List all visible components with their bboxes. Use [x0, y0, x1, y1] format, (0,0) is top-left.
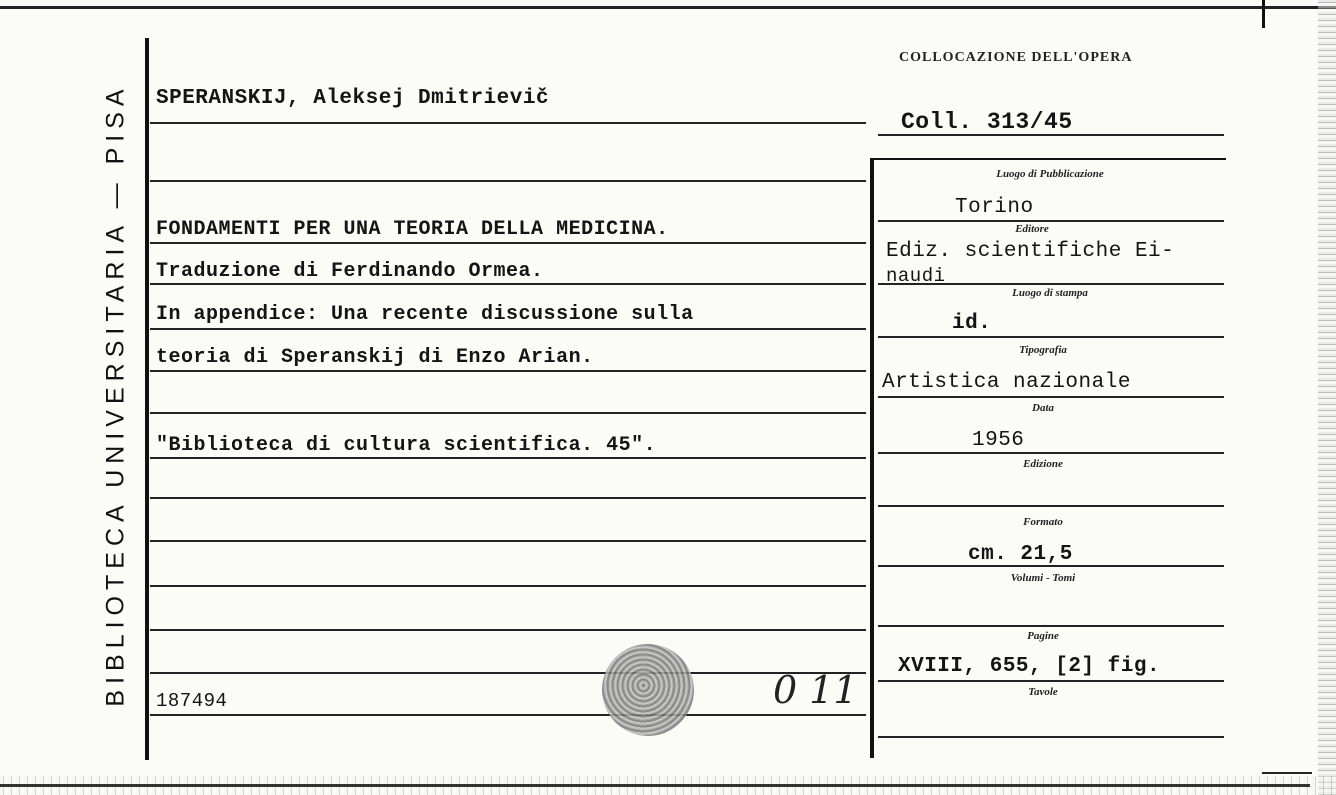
label-publisher: Editore — [1015, 223, 1049, 235]
library-stamp — [602, 644, 694, 736]
library-side-text: BIBLIOTECA UNIVERSITARIA — PISA — [101, 83, 130, 707]
title-line-3: In appendice: Una recente discussione sulla — [156, 303, 694, 326]
right-corner-mark — [1262, 0, 1265, 28]
right-rule-4 — [878, 396, 1224, 398]
series-statement: "Biblioteca di cultura scientifica. 45". — [156, 434, 657, 457]
left-rule-6 — [150, 370, 866, 372]
right-box-top — [870, 158, 1226, 160]
pages-value: XVIII, 655, [2] fig. — [898, 655, 1161, 678]
left-margin-rule — [145, 38, 149, 760]
author-heading: SPERANSKIJ, Aleksej Dmitrievič — [156, 87, 550, 110]
right-edge-scan-noise — [1318, 0, 1336, 795]
left-rule-4 — [150, 283, 866, 285]
left-rule-10 — [150, 540, 866, 542]
date-value: 1956 — [972, 429, 1025, 452]
title-line-1: FONDAMENTI PER UNA TEORIA DELLA MEDICINA. — [156, 218, 669, 241]
label-plates: Tavole — [1028, 686, 1058, 698]
right-rule-8 — [878, 625, 1224, 627]
label-print-place: Luogo di stampa — [1012, 287, 1088, 299]
title-line-2: Traduzione di Ferdinando Ormea. — [156, 260, 544, 283]
label-edition: Edizione — [1023, 458, 1063, 470]
right-rule-3 — [878, 336, 1224, 338]
format-value: cm. 21,5 — [968, 543, 1073, 566]
left-rule-2 — [150, 180, 866, 182]
left-rule-11 — [150, 585, 866, 587]
left-rule-13 — [150, 672, 866, 674]
inventory-number: 187494 — [156, 690, 228, 712]
left-rule-7 — [150, 412, 866, 414]
left-rule-1 — [150, 122, 866, 124]
label-pages: Pagine — [1027, 630, 1059, 642]
right-rule-9 — [878, 680, 1224, 682]
label-volumes: Volumi - Tomi — [1010, 572, 1076, 584]
left-rule-5 — [150, 328, 866, 330]
label-place: Luogo di Pubblicazione — [996, 168, 1104, 180]
corner-mark-bottom — [1262, 772, 1312, 774]
left-rule-3 — [150, 242, 866, 244]
publisher-line-2: naudi — [886, 265, 946, 287]
right-rule-6 — [878, 505, 1224, 507]
label-format: Formato — [1023, 516, 1063, 528]
label-printer: Tipografia — [1019, 344, 1067, 356]
bottom-border — [0, 784, 1310, 787]
right-rule-1 — [878, 220, 1224, 222]
print-place-value: id. — [952, 312, 992, 335]
left-rule-14 — [150, 714, 866, 716]
left-rule-12 — [150, 629, 866, 631]
center-divider-rule — [870, 158, 874, 758]
collocation-number: Coll. 313/45 — [901, 109, 1073, 135]
left-rule-8 — [150, 457, 866, 459]
top-border — [0, 6, 1336, 9]
collocation-header: COLLOCAZIONE DELL'OPERA — [899, 50, 1133, 65]
title-line-4: teoria di Speranskij di Enzo Arian. — [156, 346, 594, 369]
handwritten-note: 0 11 — [773, 668, 858, 712]
publisher-line-1: Ediz. scientifiche Ei- — [886, 240, 1175, 263]
right-rule-10 — [878, 736, 1224, 738]
label-date: Data — [1032, 402, 1054, 414]
left-rule-9 — [150, 497, 866, 499]
printer-value: Artistica nazionale — [882, 371, 1131, 394]
place-value: Torino — [955, 196, 1034, 219]
right-rule-5 — [878, 452, 1224, 454]
